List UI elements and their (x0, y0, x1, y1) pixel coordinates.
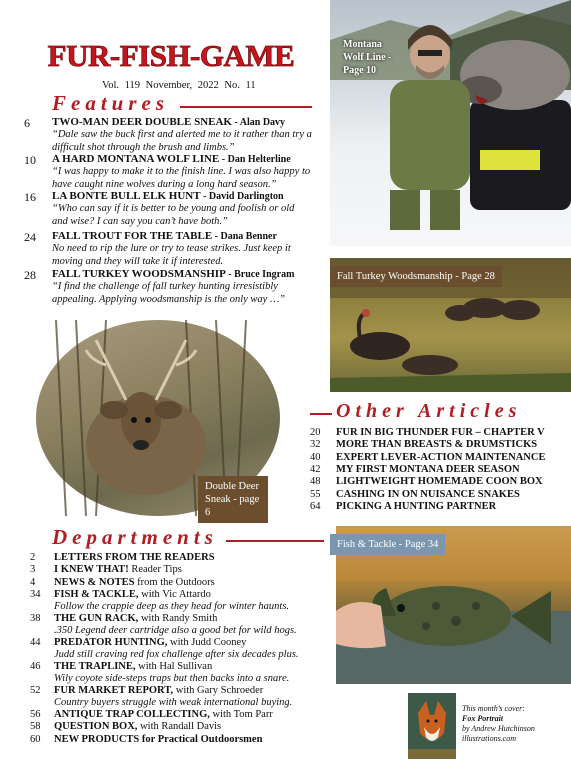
department-title: FISH & TACKLE, (54, 588, 139, 600)
department-title: THE TRAPLINE, (54, 660, 136, 672)
other-rule (310, 413, 332, 415)
department-page: 46 (30, 660, 41, 672)
other-article-item (310, 476, 543, 487)
other-article-page: 32 (310, 439, 321, 451)
department-page: 58 (30, 721, 41, 733)
department-headline (54, 564, 182, 575)
feature-author: - Alan Davy (232, 117, 286, 128)
department-page: 2 (30, 552, 36, 563)
cover-line3: by Andrew Hutchinson (462, 724, 535, 733)
department-title: FUR MARKET REPORT, (54, 684, 174, 696)
department-page: 44 (30, 636, 41, 648)
department-page: 52 (30, 684, 41, 696)
department-headline (54, 637, 246, 648)
feature-page: 16 (24, 190, 36, 204)
turkey-caption: Fall Turkey Woodsmanship - Page 28 (330, 266, 502, 287)
issue-number: No. 11 (224, 80, 256, 91)
feature-quote: “I was happy to make it to the finish line. I was also happy to have caught nine wolves during a long hard season.” (52, 166, 311, 190)
department-description: Wily coyote side-steps traps but then backs into a snare. (54, 672, 290, 684)
department-columnist: with Randy Smith (138, 612, 218, 624)
department-headline (54, 734, 262, 745)
other-article-title: EXPERT LEVER-ACTION MAINTENANCE (336, 451, 546, 463)
departments-rule (226, 540, 324, 542)
department-title: NEWS & NOTES (54, 576, 135, 588)
department-page: 56 (30, 708, 41, 720)
other-article-title: MORE THAN BREASTS & DRUMSTICKS (336, 439, 538, 451)
feature-quote: No need to rip the lure or try to tease strikes. Just keep it moving and they will take it if interested. (52, 243, 291, 267)
feature-author: - Bruce Ingram (225, 269, 295, 280)
departments-heading: Departments (52, 525, 218, 549)
feature-title: TWO-MAN DEER DOUBLE SNEAK (52, 116, 232, 128)
cover-line2: Fox Portrait (462, 714, 504, 723)
feature-quote: “Who can say if it is better to be young and foolish or old and wise? I can say you can’t have both.” (52, 203, 295, 227)
features-heading: Features (52, 91, 170, 115)
department-headline (54, 552, 215, 563)
cover-line1: This month’s cover: (462, 704, 525, 713)
department-page: 60 (30, 733, 41, 745)
other-article-item (310, 489, 520, 500)
feature-headline (52, 116, 285, 128)
other-article-page: 40 (310, 451, 321, 463)
other-article-title: CASHING IN ON NUISANCE SNAKES (336, 488, 520, 500)
department-headline (54, 685, 263, 696)
feature-page: 10 (24, 153, 36, 167)
department-columnist: with Vic Attardo (138, 588, 211, 600)
other-article-title: PICKING A HUNTING PARTNER (336, 500, 497, 512)
other-article-item (310, 464, 520, 475)
feature-title: FALL TROUT FOR THE TABLE (52, 230, 213, 242)
department-title: PREDATOR HUNTING, (54, 636, 168, 648)
department-title: QUESTION BOX, (54, 721, 138, 733)
other-article-page: 64 (310, 500, 321, 512)
fish-photo (336, 526, 571, 684)
department-page: 38 (30, 612, 41, 624)
department-headline (54, 661, 212, 672)
department-description: Follow the crappie deep as they head for winter haunts. (54, 600, 290, 612)
feature-page: 28 (24, 268, 36, 282)
feature-author: - Dan Helterline (219, 154, 291, 165)
other-article-page: 55 (310, 488, 321, 500)
department-headline (54, 721, 221, 732)
department-headline (54, 709, 273, 720)
department-columnist: from the Outdoors (134, 576, 215, 588)
department-title: NEW PRODUCTS for Practical Outdoorsmen (54, 733, 263, 745)
department-description: .350 Legend deer cartridge also a good bet for wild hogs. (54, 624, 297, 636)
feature-title: FALL TURKEY WOODSMANSHIP (52, 268, 226, 280)
feature-page: 6 (24, 116, 30, 130)
department-columnist: with Judd Cooney (167, 636, 247, 648)
feature-headline (52, 230, 277, 242)
cover-line4: illustrations.com (462, 734, 517, 743)
features-rule (180, 106, 312, 108)
wolf-photo (330, 0, 571, 246)
department-columnist: with Randall Davis (137, 721, 222, 733)
cover-thumbnail (408, 693, 456, 759)
other-article-item (310, 439, 537, 450)
feature-author: - Dana Benner (212, 231, 277, 242)
department-columnist: Reader Tips (128, 564, 182, 576)
logo-text: FUR-FISH-GAME (47, 38, 295, 73)
other-article-title: LIGHTWEIGHT HOMEMADE COON BOX (336, 476, 543, 488)
other-articles-heading: Other Articles (336, 400, 522, 422)
feature-page: 24 (24, 230, 36, 244)
cover-credit (462, 704, 535, 744)
volume-number: Vol. 119 (102, 80, 141, 91)
feature-author: - David Darlington (200, 191, 284, 202)
other-article-item (310, 501, 496, 512)
fish-caption: Fish & Tackle - Page 34 (330, 534, 445, 555)
feature-quote: “Dale saw the buck first and alerted me to it rather than try a difficult shot through the brush and limbs.” (52, 129, 312, 153)
department-description: Judd still craving red fox challenge after six decades plus. (54, 648, 299, 660)
department-title: ANTIQUE TRAP COLLECTING, (54, 708, 210, 720)
department-page: 3 (30, 564, 36, 576)
department-page: 34 (30, 588, 41, 600)
other-article-item (310, 452, 545, 463)
feature-quote: “I find the challenge of fall turkey hunting irresistibly appealing. Applying woodsmanship is the only way …” (52, 281, 286, 305)
department-page: 4 (30, 576, 36, 588)
department-headline (54, 613, 217, 624)
department-columnist: with Gary Schroeder (173, 684, 264, 696)
other-article-page: 42 (310, 463, 321, 475)
other-article-title: FUR IN BIG THUNDER FUR – CHAPTER V (336, 427, 545, 438)
feature-headline (52, 190, 284, 202)
feature-headline (52, 153, 291, 165)
department-headline (54, 589, 211, 600)
deer-caption: Double Deer Sneak - page 6 (198, 476, 268, 523)
department-title: I KNEW THAT! (54, 564, 129, 576)
department-title: THE GUN RACK, (54, 612, 139, 624)
department-headline (54, 577, 215, 588)
other-article-page: 20 (310, 427, 321, 438)
department-description: Country buyers struggle with weak international buying. (54, 696, 293, 708)
issue-line (102, 80, 256, 91)
fur-fish-game-logo (47, 34, 295, 74)
wolf-caption: Montana Wolf Line - Page 10 (343, 39, 392, 76)
feature-title: A HARD MONTANA WOLF LINE (52, 153, 220, 165)
other-article-title: MY FIRST MONTANA DEER SEASON (336, 463, 520, 475)
issue-date: November, 2022 (145, 80, 219, 91)
department-title: LETTERS FROM THE READERS (54, 552, 215, 563)
department-columnist: with Hal Sullivan (135, 660, 213, 672)
feature-headline (52, 268, 294, 280)
other-article-item (310, 427, 545, 438)
other-article-page: 48 (310, 476, 321, 488)
turkey-photo (330, 258, 571, 392)
feature-title: LA BONTE BULL ELK HUNT (52, 190, 201, 202)
department-columnist: with Tom Parr (209, 708, 273, 720)
